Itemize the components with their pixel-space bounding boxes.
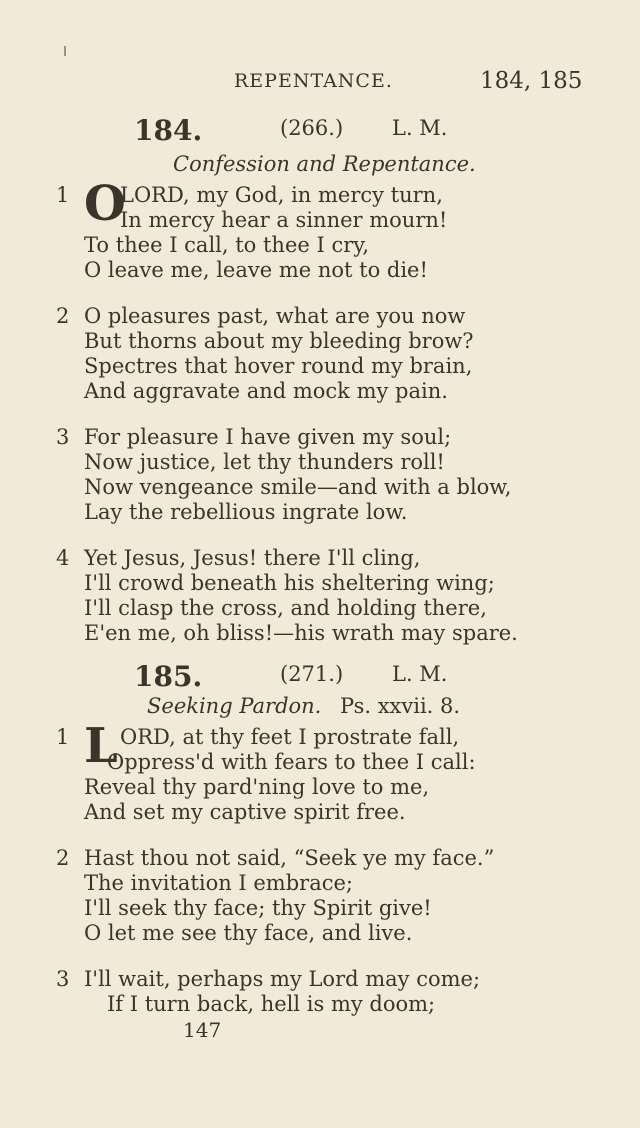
verse-line: Now justice, let thy thunders roll!	[84, 450, 445, 474]
verse-line: I'll seek thy face; thy Spirit give!	[84, 896, 432, 920]
verse-line: If I turn back, hell is my doom;	[107, 992, 436, 1016]
section-title: REPENTANCE.	[234, 70, 393, 92]
verse-line: Reveal thy pard'ning love to me,	[84, 775, 430, 799]
verse-line: O leave me, leave me not to die!	[84, 258, 428, 282]
meter: L. M.	[392, 116, 448, 140]
hymn-title: Seeking Pardon.	[147, 694, 322, 718]
meter: L. M.	[392, 662, 448, 686]
verse-line: I'll crowd beneath his sheltering wing;	[84, 571, 495, 595]
verse-line: And aggravate and mock my pain.	[84, 379, 448, 403]
verse-line: O pleasures past, what are you now	[84, 304, 466, 328]
drop-cap: O	[84, 176, 126, 232]
drop-cap: L	[84, 718, 118, 774]
stanza-number: 1	[56, 183, 70, 207]
verse-line: ORD, at thy feet I prostrate fall,	[120, 725, 460, 749]
hymn-heading	[0, 660, 640, 694]
running-header	[0, 70, 640, 98]
scripture-reference: Ps. xxvii. 8.	[340, 694, 461, 718]
verse-line: Yet Jesus, Jesus! there I'll cling,	[84, 546, 421, 570]
hymn-range: 184, 185	[480, 68, 583, 94]
verse-line: E'en me, oh bliss!—his wrath may spare.	[84, 621, 518, 645]
verse-line: I'll clasp the cross, and holding there,	[84, 596, 487, 620]
tune-number: (271.)	[280, 662, 344, 686]
stanza-number: 2	[56, 304, 70, 328]
hymn-number: 184.	[134, 114, 203, 147]
verse-line: Oppress'd with fears to thee I call:	[107, 750, 476, 774]
verse-line: Spectres that hover round my brain,	[84, 354, 473, 378]
stanza-number: 3	[56, 967, 70, 991]
hymn-heading	[0, 114, 640, 148]
verse-line: In mercy hear a sinner mourn!	[120, 208, 448, 232]
hymn-title: Confession and Repentance.	[173, 152, 476, 176]
stanza-number: 1	[56, 725, 70, 749]
verse-line: Lay the rebellious ingrate low.	[84, 500, 408, 524]
verse-line: I'll wait, perhaps my Lord may come;	[84, 967, 481, 991]
stanza-number: 4	[56, 546, 70, 570]
verse-line: The invitation I embrace;	[84, 871, 353, 895]
verse-line: To thee I call, to thee I cry,	[84, 233, 369, 257]
hymn-number: 185.	[134, 660, 203, 693]
verse-line: Now vengeance smile—and with a blow,	[84, 475, 512, 499]
stanza-number: 2	[56, 846, 70, 870]
verse-line: Hast thou not said, “Seek ye my face.”	[84, 846, 495, 870]
page-number: 147	[183, 1018, 222, 1042]
verse-line: For pleasure I have given my soul;	[84, 425, 452, 449]
verse-line: But thorns about my bleeding brow?	[84, 329, 474, 353]
tune-number: (266.)	[280, 116, 344, 140]
margin-mark	[64, 46, 66, 56]
stanza-number: 3	[56, 425, 70, 449]
verse-line: O let me see thy face, and live.	[84, 921, 413, 945]
verse-line: And set my captive spirit free.	[84, 800, 406, 824]
verse-line: LORD, my God, in mercy turn,	[120, 183, 443, 207]
